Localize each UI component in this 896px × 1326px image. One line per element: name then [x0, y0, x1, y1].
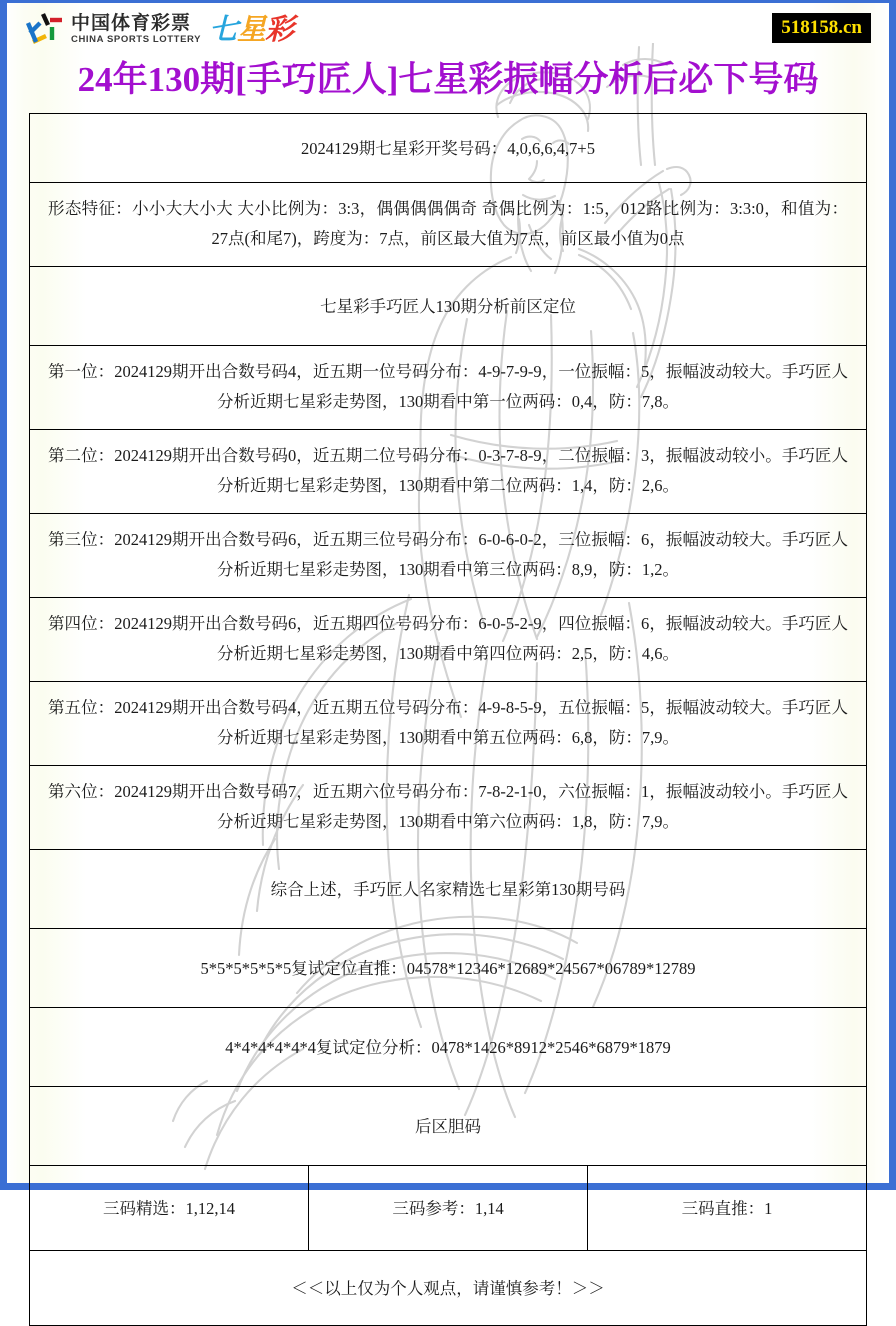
table-row-back-zone-title: [30, 1087, 867, 1166]
section-title-cell: 七星彩手巧匠人130期分析前区定位: [30, 267, 867, 346]
back-zone-col2-cell: 三码参考：1,14: [309, 1166, 588, 1251]
brand-logo: [25, 9, 293, 49]
table-row-pattern: [30, 183, 867, 267]
table-row-position-3: [30, 514, 867, 598]
back-zone-col1-cell: 三码精选：1,12,14: [30, 1166, 309, 1251]
back-zone-col3-cell: 三码直推：1: [588, 1166, 867, 1251]
summary-title-cell: 综合上述，手巧匠人名家精选七星彩第130期号码: [30, 850, 867, 929]
table-row-position-1: [30, 346, 867, 430]
position-3-cell: 第三位：2024129期开出合数号码6，近五期三位号码分布：6-0-6-0-2，三位振幅：6，振幅波动较大。手巧匠人分析近期七星彩走势图，130期看中第三位两码：8,9，防：1,2。: [30, 514, 867, 598]
brand-text-block: [71, 13, 201, 45]
site-header: [7, 3, 889, 55]
product-logo-char-3: 彩: [265, 13, 294, 46]
disclaimer-cell: ＜＜以上仅为个人观点，请谨慎参考！＞＞: [30, 1251, 867, 1326]
table-row-position-6: [30, 766, 867, 850]
product-logo-qixingcai: [209, 15, 293, 45]
brand-name-cn: 中国体育彩票: [71, 13, 192, 34]
analysis-table: [29, 113, 867, 1326]
table-row-pick4: [30, 1008, 867, 1087]
table-row-position-2: [30, 430, 867, 514]
position-4-cell: 第四位：2024129期开出合数号码6，近五期四位号码分布：6-0-5-2-9，四位振幅：6，振幅波动较大。手巧匠人分析近期七星彩走势图，130期看中第四位两码：2,5，防：4,6。: [30, 598, 867, 682]
pick4-cell: 4*4*4*4*4*4复试定位分析：0478*1426*8912*2546*6879*1879: [30, 1008, 867, 1087]
site-url-badge[interactable]: 518158.cn: [772, 13, 871, 43]
position-6-cell: 第六位：2024129期开出合数号码7，近五期六位号码分布：7-8-2-1-0，六位振幅：1，振幅波动较小。手巧匠人分析近期七星彩走势图，130期看中第六位两码：1,8，防：7,9。: [30, 766, 867, 850]
back-zone-title-cell: 后区胆码: [30, 1087, 867, 1166]
china-sports-lottery-emblem-icon: [25, 9, 65, 49]
brand-name-en: CHINA SPORTS LOTTERY: [71, 34, 202, 45]
table-row-section-title: [30, 267, 867, 346]
product-logo-char-1: 七: [209, 13, 238, 46]
pattern-feature-cell: 形态特征：小小大大小大 大小比例为：3:3，偶偶偶偶偶奇 奇偶比例为：1:5，012路比例为：3:3:0，和值为：27点(和尾7)，跨度为：7点，前区最大值为7点，前区最小值为0点: [30, 183, 867, 267]
draw-result-cell: 2024129期七星彩开奖号码：4,0,6,6,4,7+5: [30, 114, 867, 183]
page-title: 24年130期[手巧匠人]七星彩振幅分析后必下号码: [77, 60, 819, 99]
product-logo-char-2: 星: [237, 13, 266, 46]
table-row-position-5: [30, 682, 867, 766]
table-row-back-zone-values: [30, 1166, 867, 1251]
table-row-summary-title: [30, 850, 867, 929]
table-row-draw-result: [30, 114, 867, 183]
table-row-position-4: [30, 598, 867, 682]
position-1-cell: 第一位：2024129期开出合数号码4，近五期一位号码分布：4-9-7-9-9，一位振幅：5，振幅波动较大。手巧匠人分析近期七星彩走势图，130期看中第一位两码：0,4，防：7,8。: [30, 346, 867, 430]
table-row-disclaimer: [30, 1251, 867, 1326]
pick5-cell: 5*5*5*5*5*5复试定位直推：04578*12346*12689*24567*06789*12789: [30, 929, 867, 1008]
position-2-cell: 第二位：2024129期开出合数号码0，近五期二位号码分布：0-3-7-8-9，二位振幅：3，振幅波动较小。手巧匠人分析近期七星彩走势图，130期看中第二位两码：1,4，防：2,6。: [30, 430, 867, 514]
position-5-cell: 第五位：2024129期开出合数号码4，近五期五位号码分布：4-9-8-5-9，五位振幅：5，振幅波动较大。手巧匠人分析近期七星彩走势图，130期看中第五位两码：6,8，防：7,9。: [30, 682, 867, 766]
table-row-pick5: [30, 929, 867, 1008]
